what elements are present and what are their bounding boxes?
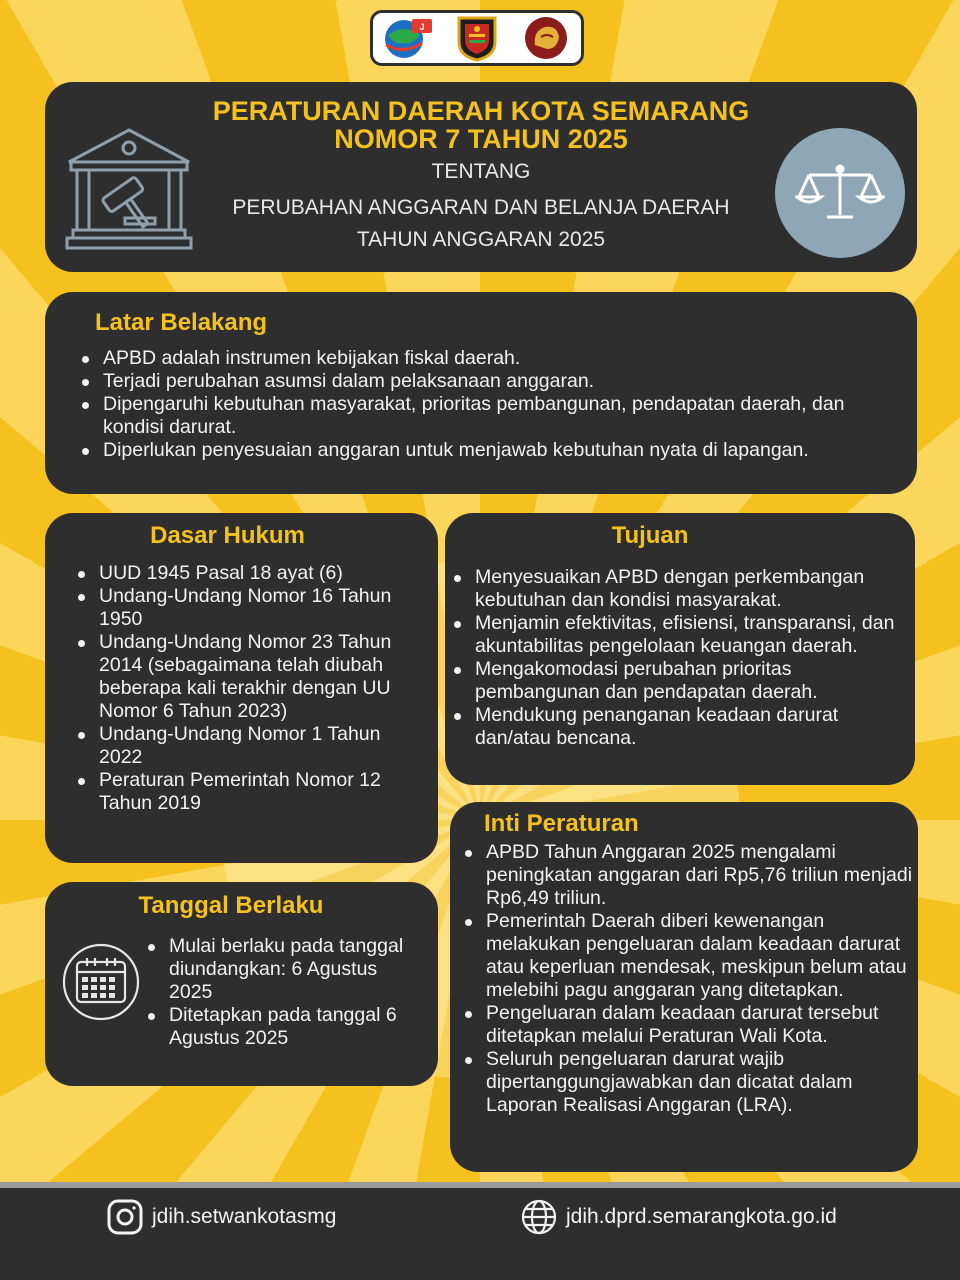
jdih-lion-logo: [518, 15, 574, 61]
tujuan-list: [451, 566, 911, 750]
svg-text:J: J: [419, 22, 425, 32]
list-item: Undang-Undang Nomor 1 Tahun 2022: [75, 723, 425, 769]
title-card: [45, 82, 917, 272]
dasar-hukum-heading: Dasar Hukum: [150, 522, 305, 549]
logo-bar: [370, 10, 584, 66]
jdih-globe-logo: [380, 15, 436, 61]
scales-of-justice-icon: [795, 163, 885, 223]
globe-icon: [520, 1198, 558, 1236]
list-item: Undang-Undang Nomor 16 Tahun 1950: [75, 585, 425, 631]
inti-peraturan-card: [450, 802, 918, 1172]
latar-belakang-list: [79, 347, 909, 462]
calendar-icon: [61, 942, 141, 1022]
list-item: Menjamin efektivitas, efisiensi, transparansi, dan akuntabilitas pengelolaan keuangan daerah.: [451, 612, 911, 658]
list-item: Mendukung penanganan keadaan darurat dan/atau bencana.: [451, 704, 911, 750]
about-label: TENTANG: [431, 160, 531, 183]
dasar-hukum-list: [75, 562, 425, 815]
subject-line2: TAHUN ANGGARAN 2025: [356, 228, 606, 251]
tujuan-heading: Tujuan: [611, 522, 689, 549]
list-item: Dipengaruhi kebutuhan masyarakat, prioritas pembangunan, pendapatan daerah, dan kondisi darurat.: [79, 393, 909, 439]
list-item: Pengeluaran dalam keadaan darurat tersebut ditetapkan melalui Peraturan Wali Kota.: [462, 1002, 914, 1048]
inti-peraturan-list: [462, 841, 914, 1117]
inti-peraturan-heading: Inti Peraturan: [484, 810, 639, 837]
regulation-title-line1: PERATURAN DAERAH KOTA SEMARANG: [212, 96, 750, 126]
list-item: Undang-Undang Nomor 23 Tahun 2014 (sebagaimana telah diubah beberapa kali terakhir dengan UU Nomor 6 Tahun 2023): [75, 631, 425, 723]
list-item: Pemerintah Daerah diberi kewenangan melakukan pengeluaran dalam keadaan darurat atau keperluan mendesak, meskipun belum atau melebihi pagu anggaran yang ditetapkan.: [462, 910, 914, 1002]
semarang-city-crest: [449, 15, 505, 61]
latar-belakang-card: [45, 292, 917, 494]
website-contact[interactable]: [520, 1198, 837, 1236]
list-item: Seluruh pengeluaran darurat wajib dipertanggungjawabkan dan dicatat dalam Laporan Realisasi Anggaran (LRA).: [462, 1048, 914, 1117]
list-item: Terjadi perubahan asumsi dalam pelaksanaan anggaran.: [79, 370, 909, 393]
instagram-icon: [106, 1198, 144, 1236]
subject-line1: PERUBAHAN ANGGARAN DAN BELANJA DAERAH: [232, 196, 730, 219]
scales-badge: [775, 128, 905, 258]
list-item: Mengakomodasi perubahan prioritas pembangunan dan pendapatan daerah.: [451, 658, 911, 704]
instagram-contact[interactable]: [106, 1198, 336, 1236]
latar-belakang-heading: Latar Belakang: [95, 309, 268, 336]
list-item: Ditetapkan pada tanggal 6 Agustus 2025: [145, 1004, 420, 1050]
tanggal-berlaku-card: [45, 882, 438, 1086]
list-item: Diperlukan penyesuaian anggaran untuk menjawab kebutuhan nyata di lapangan.: [79, 439, 909, 462]
list-item: APBD adalah instrumen kebijakan fiskal daerah.: [79, 347, 909, 370]
list-item: Peraturan Pemerintah Nomor 12 Tahun 2019: [75, 769, 425, 815]
dasar-hukum-card: [45, 513, 438, 863]
instagram-handle: jdih.setwankotasmg: [152, 1205, 337, 1228]
tanggal-berlaku-heading: Tanggal Berlaku: [138, 892, 324, 919]
tanggal-berlaku-list: [145, 935, 420, 1050]
list-item: Mulai berlaku pada tanggal diundangkan: 6 Agustus 2025: [145, 935, 420, 1004]
tujuan-card: [445, 513, 915, 785]
footer-bar: [0, 1182, 960, 1280]
list-item: Menyesuaikan APBD dengan perkembangan kebutuhan dan kondisi masyarakat.: [451, 566, 911, 612]
list-item: UUD 1945 Pasal 18 ayat (6): [75, 562, 425, 585]
website-url: jdih.dprd.semarangkota.go.id: [566, 1205, 837, 1228]
list-item: APBD Tahun Anggaran 2025 mengalami peningkatan anggaran dari Rp5,76 triliun menjadi Rp6,49 triliun.: [462, 841, 914, 910]
regulation-title-line2: NOMOR 7 TAHUN 2025: [334, 124, 628, 154]
